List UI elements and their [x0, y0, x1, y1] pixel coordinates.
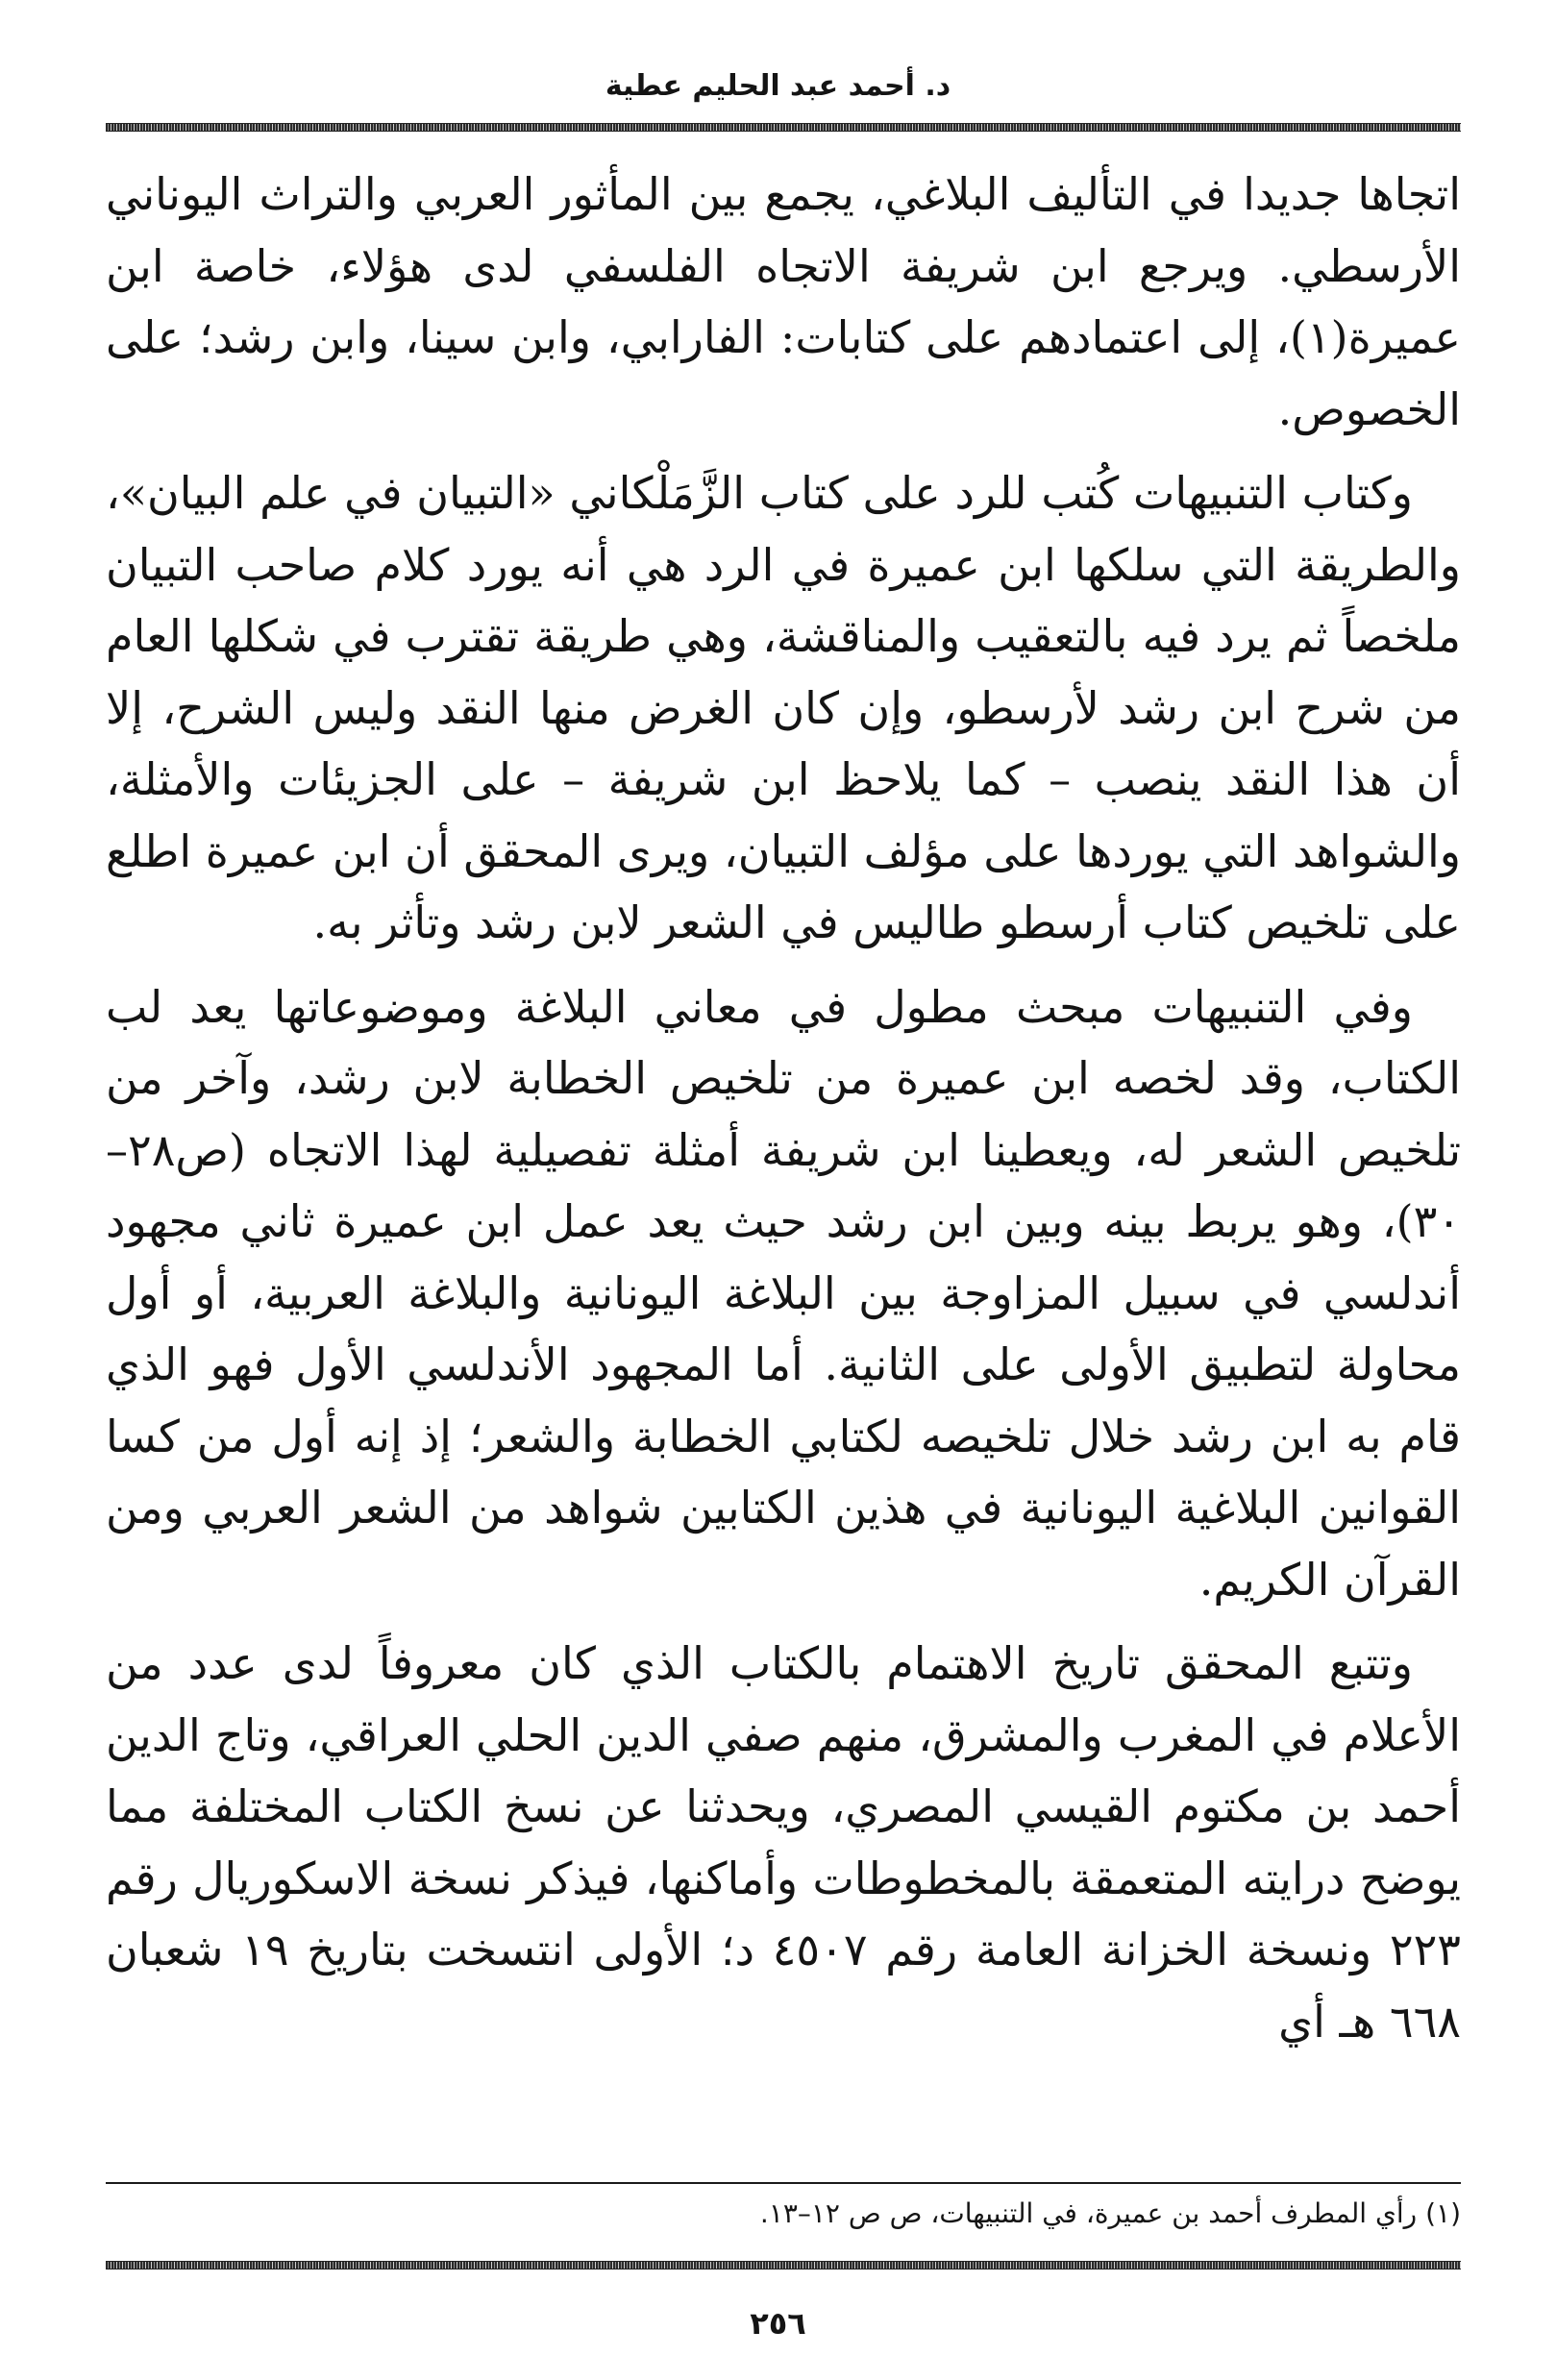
main-text-block [106, 159, 1461, 2070]
footer-ornamental-rule [106, 2261, 1461, 2270]
footnote-separator [106, 2182, 1461, 2184]
header-ornamental-rule [106, 123, 1461, 132]
running-header-author: د. أحمد عبد الحليم عطية [605, 69, 951, 103]
page-number: ٢٥٦ [750, 2305, 806, 2342]
paragraph-1: اتجاها جديدا في التأليف البلاغي، يجمع بين المأثور العربي والتراث اليوناني الأرسطي. ويرجع ابن شريفة الاتجاه الفلسفي لدى هؤلاء، خاصة ابن عميرة(١)، إلى اعتمادهم على كتابات: الفارابي، وابن سينا، وابن رشد؛ على الخصوص. [106, 168, 1461, 435]
footnote-1: (١) رأي المطرف أحمد بن عميرة، في التنبيهات، ص ص ١٢–١٣. [759, 2197, 1461, 2229]
paragraph-3: وفي التنبيهات مبحث مطول في معاني البلاغة وموضوعاتها يعد لب الكتاب، وقد لخصه ابن عميرة من تلخيص الخطابة لابن رشد، وآخر من تلخيص الشعر له، ويعطينا ابن شريفة أمثلة تفصيلية لهذا الاتجاه (ص٢٨–٣٠)، وهو يربط بينه وبين ابن رشد حيث يعد عمل ابن عميرة ثاني مجهود أندلسي في سبيل المزاوجة بين البلاغة اليونانية والبلاغة العربية، أو أول محاولة لتطبيق الأولى على الثانية. أما المجهود الأندلسي الأول فهو الذي قام به ابن رشد خلال تلخيصه لكتابي الخطابة والشعر؛ إذ إنه أول من كسا القوانين البلاغية اليونانية في هذين الكتابين شواهد من الشعر العربي ومن القرآن الكريم. [106, 980, 1461, 1606]
paragraph-2: وكتاب التنبيهات كُتب للرد على كتاب الزَّمَلْكاني «التبيان في علم البيان»، والطريقة التي سلكها ابن عميرة في الرد هي أنه يورد كلام صاحب التبيان ملخصاً ثم يرد فيه بالتعقيب والمناقشة، وهي طريقة تقترب في شكلها العام من شرح ابن رشد لأرسطو، وإن كان الغرض منها النقد وليس الشرح، إلا أن هذا النقد ينصب – كما يلاحظ ابن شريفة – على الجزيئات والأمثلة، والشواهد التي يوردها على مؤلف التبيان، ويرى المحقق أن ابن عميرة اطلع على تلخيص كتاب أرسطو طاليس في الشعر لابن رشد وتأثر به. [106, 467, 1461, 948]
paragraph-4: وتتبع المحقق تاريخ الاهتمام بالكتاب الذي كان معروفاً لدى عدد من الأعلام في المغرب والمشرق، منهم صفي الدين الحلي العراقي، وتاج الدين أحمد بن مكتوم القيسي المصري، ويحدثنا عن نسخ الكتاب المختلفة مما يوضح درايته المتعمقة بالمخطوطات وأماكنها، فيذكر نسخة الاسكوريال رقم ٢٢٣ ونسخة الخزانة العامة رقم ٤٥٠٧ د؛ الأولى انتسخت بتاريخ ١٩ شعبان ٦٦٨ هـ أي [106, 1637, 1461, 2048]
